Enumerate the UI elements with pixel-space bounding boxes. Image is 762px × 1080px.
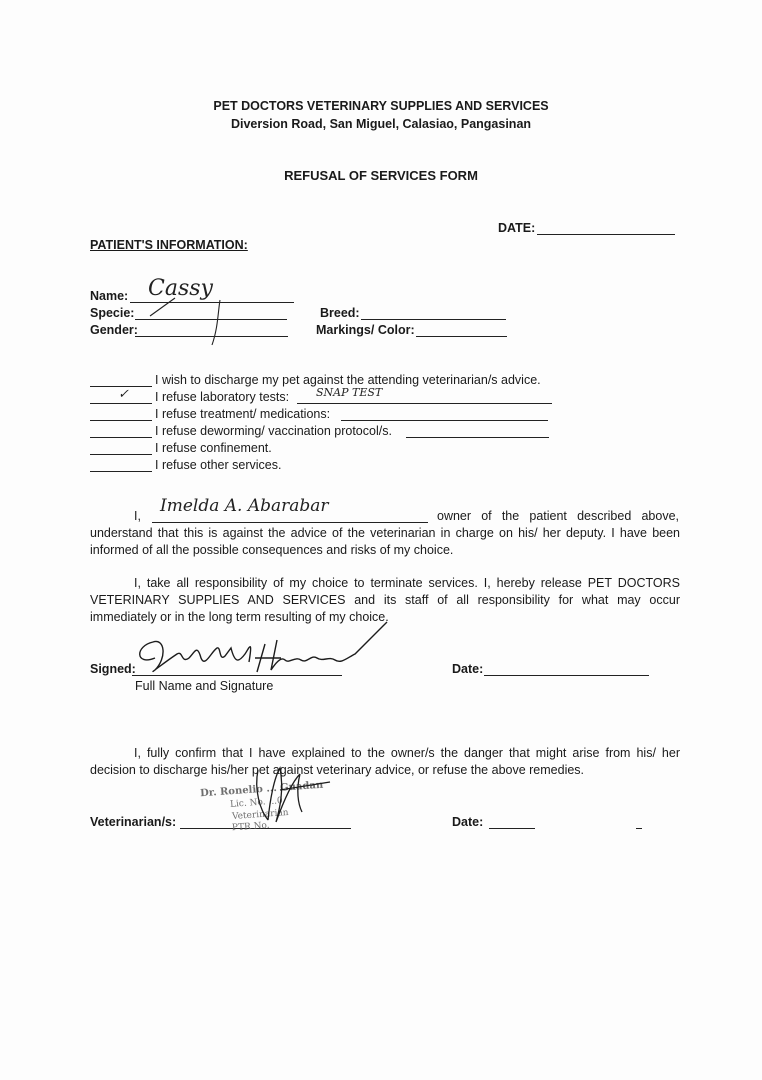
confirmation-paragraph: I, fully confirm that I have explained to the owner/s the danger that might arise from his/ her decision to discharge his/her pet against veterinary advice, or refuse the above remedies. (90, 746, 680, 777)
name-label: Name: (90, 289, 129, 303)
option-2-text: I refuse laboratory tests: (155, 390, 290, 404)
company-address: Diversion Road, San Miguel, Calasiao, Pangasinan (230, 117, 532, 131)
responsibility-paragraph: I, take all responsibility of my choice to terminate services. I, hereby release PET DOCTORS VETERINARY SUPPLIES AND SERVICES and its staff of all responsibility for what may occur immediately or in the long term resulting of my choice. (90, 576, 680, 624)
option-3-detail-line (341, 420, 548, 421)
signed-label: Signed: (90, 662, 136, 676)
consent-suffix: owner of the patient described above, (437, 509, 679, 523)
markings-label: Markings/ Color: (316, 323, 415, 337)
signature-caption: Full Name and Signature (135, 679, 274, 693)
veterinarian-date-line-end (636, 828, 642, 829)
stamp-line-2: Lic. No. ...0 (229, 796, 284, 810)
breed-label: Breed: (320, 306, 360, 320)
date-label: DATE: (498, 221, 536, 235)
option-1-text: I wish to discharge my pet against the attending veterinarian/s advice. (155, 373, 541, 387)
option-6-blank (90, 471, 152, 472)
option-4-text: I refuse deworming/ vaccination protocol/s. (155, 424, 392, 438)
consent-prefix: I, (134, 509, 141, 523)
form-title: REFUSAL OF SERVICES FORM (284, 168, 478, 183)
option-5-text: I refuse confinement. (155, 441, 272, 455)
veterinarian-label: Veterinarian/s: (90, 815, 177, 829)
option-4-detail-line (406, 437, 549, 438)
option-4-blank (90, 437, 152, 438)
option-6-text: I refuse other services. (155, 458, 282, 472)
option-2-checkmark: ✓ (118, 387, 129, 402)
stamp-line-4: PTR No. (231, 820, 271, 834)
company-name: PET DOCTORS VETERINARY SUPPLIES AND SERVICES (213, 99, 549, 113)
veterinarian-date-line (489, 828, 535, 829)
gender-label: Gender: (90, 323, 138, 337)
option-5-blank (90, 454, 152, 455)
option-2-detail-handwritten: SNAP TEST (316, 386, 383, 399)
veterinarian-signature-image (240, 760, 350, 830)
consent-paragraph: understand that this is against the advice of the veterinarian in charge on his/ her deputy. I have been informed of all the possible consequences and risks of my choice. (90, 526, 680, 557)
owner-name-line (152, 522, 428, 523)
signed-date-label: Date: (452, 662, 484, 676)
option-3-text: I refuse treatment/ medications: (155, 407, 331, 421)
patient-section-title: PATIENT'S INFORMATION: (90, 238, 248, 252)
option-2-blank (90, 403, 152, 404)
owner-signature-image (125, 618, 395, 688)
option-2-detail-line (297, 403, 552, 404)
veterinarian-date-label: Date: (452, 815, 484, 829)
signed-date-line (484, 675, 649, 676)
specie-label: Specie: (90, 306, 135, 320)
owner-name-handwritten: Imelda A. Abarabar (160, 496, 329, 516)
stamp-line-1: Dr. Ronelio ... Guadan (199, 779, 324, 800)
stamp-line-3: Veterinarian (231, 808, 289, 822)
option-3-blank (90, 420, 152, 421)
name-handwritten: Cassy (148, 276, 213, 301)
